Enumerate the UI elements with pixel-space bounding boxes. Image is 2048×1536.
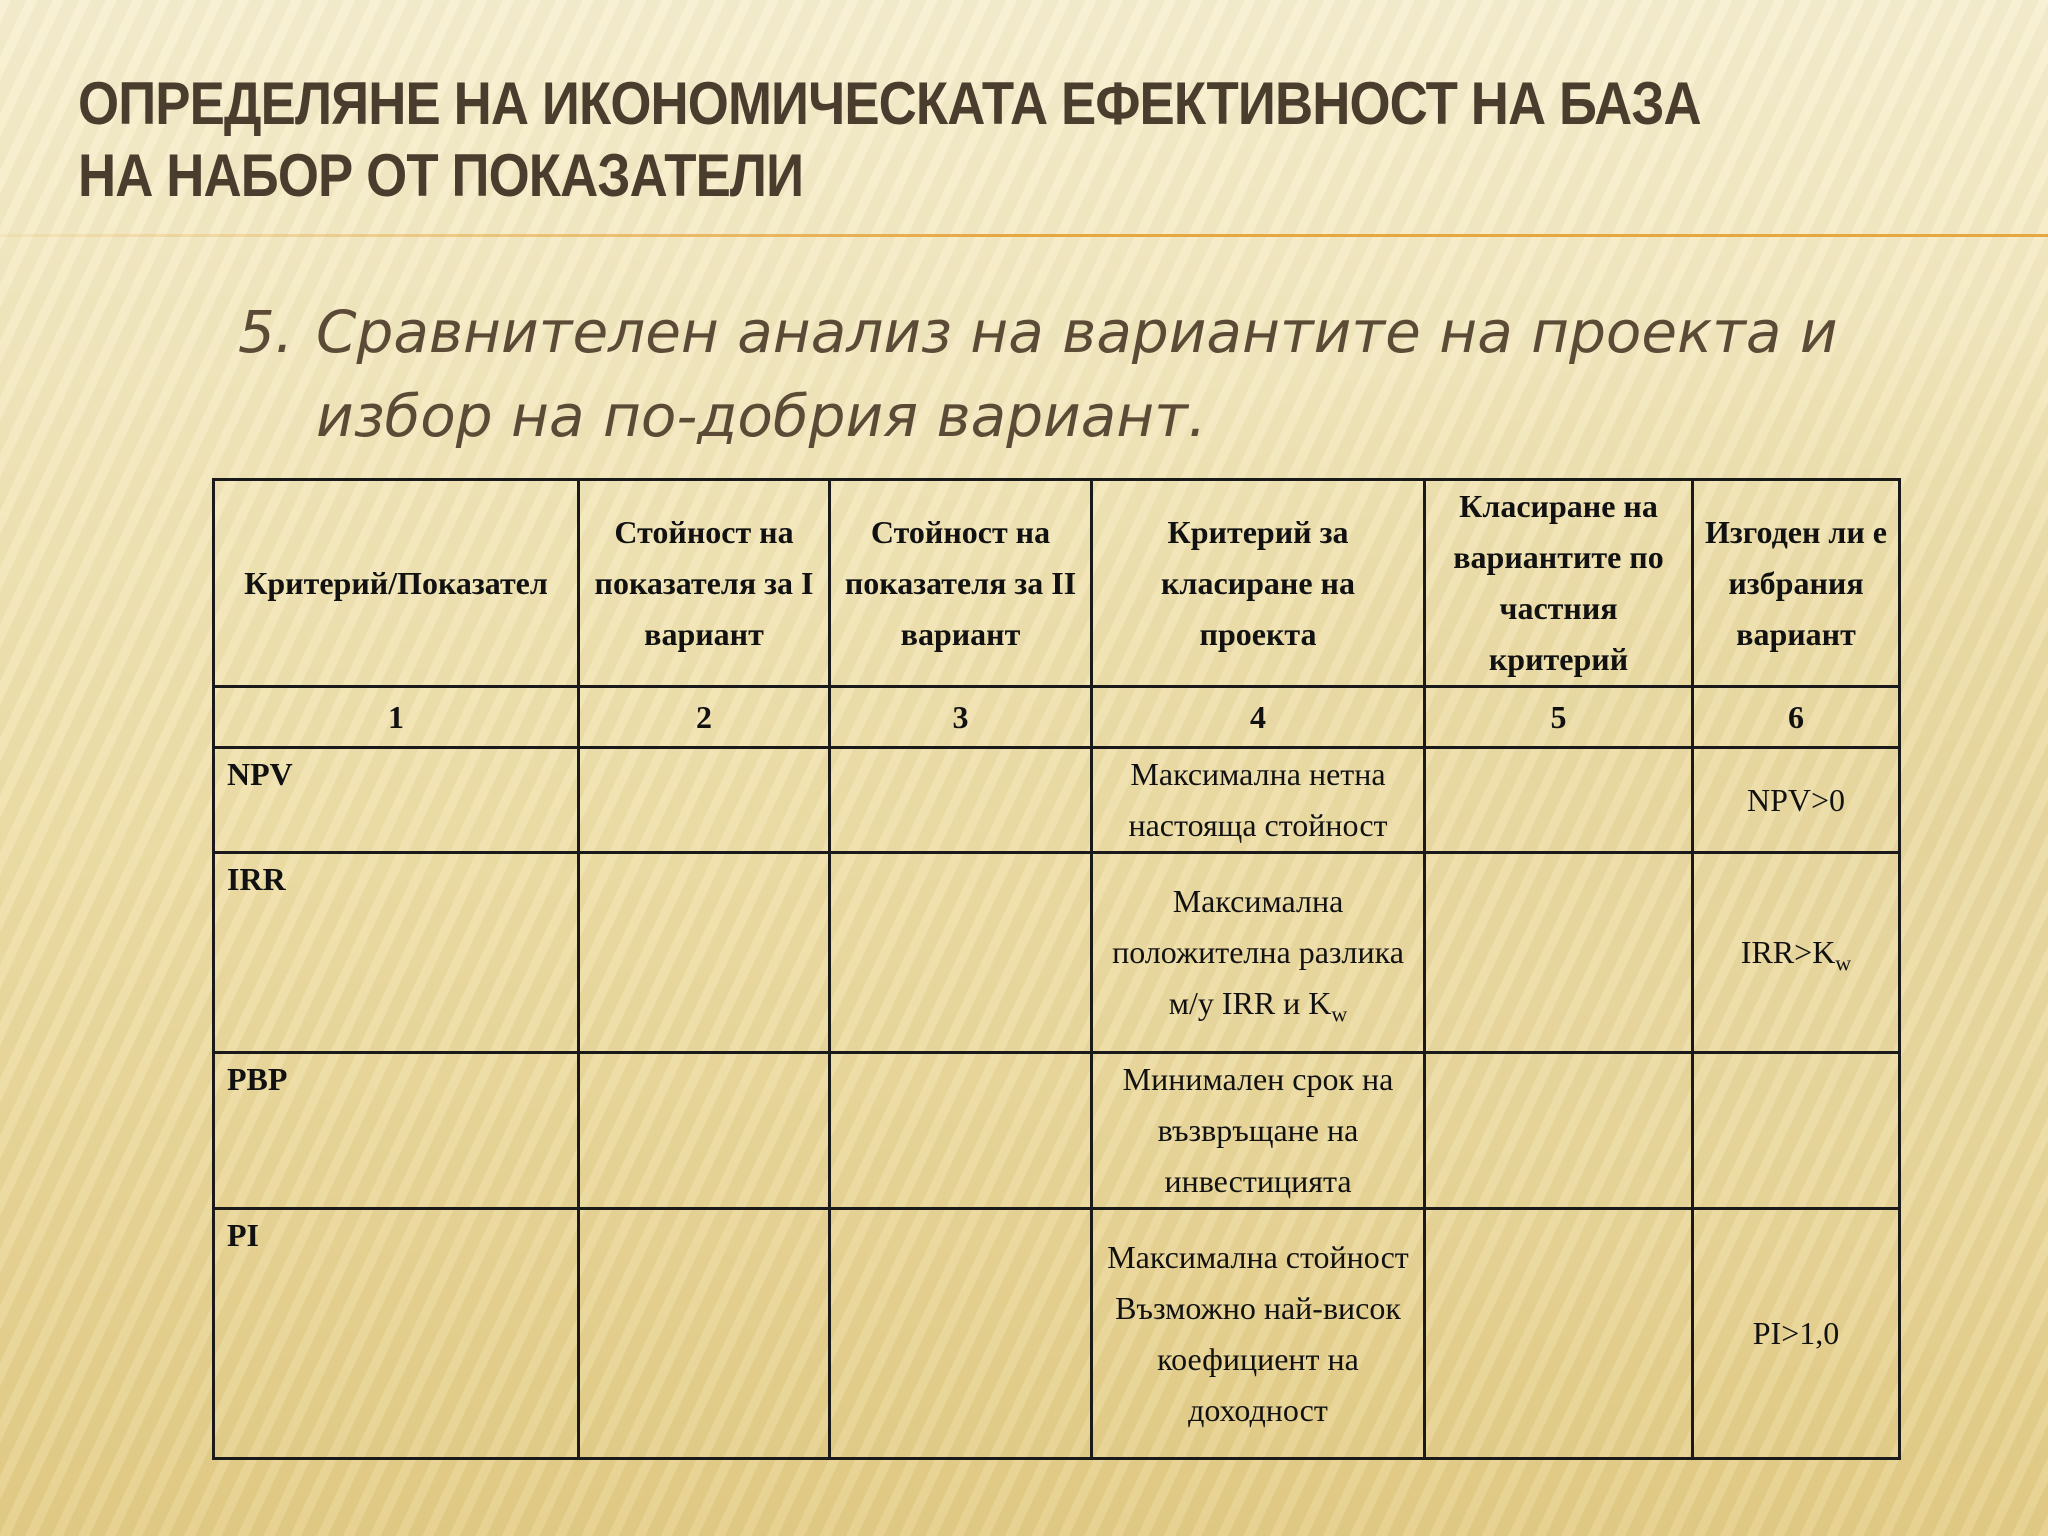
indicator-cell: NPV <box>214 748 579 853</box>
favorable-text: IRR>K <box>1740 934 1836 970</box>
table-row <box>214 748 1900 853</box>
index-row <box>214 687 1900 748</box>
table-header-row <box>214 480 1900 687</box>
criterion-cell: Минимален срок на възвръщане на инвестицията <box>1092 1053 1425 1209</box>
favorable-cell: PI>1,0 <box>1693 1209 1900 1459</box>
indicator-cell: IRR <box>214 853 579 1053</box>
variant1-cell <box>579 1209 830 1459</box>
index-cell: 3 <box>830 687 1092 748</box>
criterion-cell <box>1092 853 1425 1053</box>
indicator-cell: PBP <box>214 1053 579 1209</box>
subtitle-number: 5. <box>238 298 294 366</box>
favorable-cell <box>1693 1053 1900 1209</box>
table-row <box>214 853 1900 1053</box>
criterion-subscript: w <box>1331 1001 1348 1027</box>
favorable-cell: NPV>0 <box>1693 748 1900 853</box>
index-cell: 6 <box>1693 687 1900 748</box>
table-row <box>214 1209 1900 1459</box>
index-cell: 4 <box>1092 687 1425 748</box>
index-cell: 1 <box>214 687 579 748</box>
header-cell: Критерий за класиране на проекта <box>1092 480 1425 687</box>
variant2-cell <box>830 1053 1092 1209</box>
header-cell: Стойност на показателя за II вариант <box>830 480 1092 687</box>
criteria-table <box>212 478 1901 1460</box>
favorable-cell <box>1693 853 1900 1053</box>
ranking-cell <box>1425 1209 1693 1459</box>
ranking-cell <box>1425 1053 1693 1209</box>
favorable-subscript: w <box>1835 950 1852 976</box>
ranking-cell <box>1425 853 1693 1053</box>
indicator-cell: PI <box>214 1209 579 1459</box>
criterion-text: Максимална положителна разлика м/у IRR и K <box>1112 883 1404 1021</box>
header-cell: Изгоден ли е избрания вариант <box>1693 480 1900 687</box>
table-row <box>214 1053 1900 1209</box>
subtitle-text: Сравнителен анализ на вариантите на проекта и избор на по-добрия вариант. <box>316 298 1838 450</box>
variant1-cell <box>579 853 830 1053</box>
index-cell: 2 <box>579 687 830 748</box>
variant2-cell <box>830 1209 1092 1459</box>
ranking-cell <box>1425 748 1693 853</box>
header-cell: Класиране на вариантите по частния критерий <box>1425 480 1693 687</box>
variant1-cell <box>579 748 830 853</box>
variant1-cell <box>579 1053 830 1209</box>
slide-title: ОПРЕДЕЛЯНЕ НА ИКОНОМИЧЕСКАТА ЕФЕКТИВНОСТ НА БАЗА НА НАБОР ОТ ПОКАЗАТЕЛИ <box>78 70 1701 209</box>
criterion-cell: Максимална стойност Възможно най-висок коефициент на доходност <box>1092 1209 1425 1459</box>
header-cell: Критерий/Показател <box>214 480 579 687</box>
variant2-cell <box>830 748 1092 853</box>
index-cell: 5 <box>1425 687 1693 748</box>
variant2-cell <box>830 853 1092 1053</box>
criterion-cell: Максимална нетна настояща стойност <box>1092 748 1425 853</box>
subtitle <box>238 290 1878 458</box>
header-cell: Стойност на показателя за I вариант <box>579 480 830 687</box>
title-divider <box>0 234 2048 237</box>
